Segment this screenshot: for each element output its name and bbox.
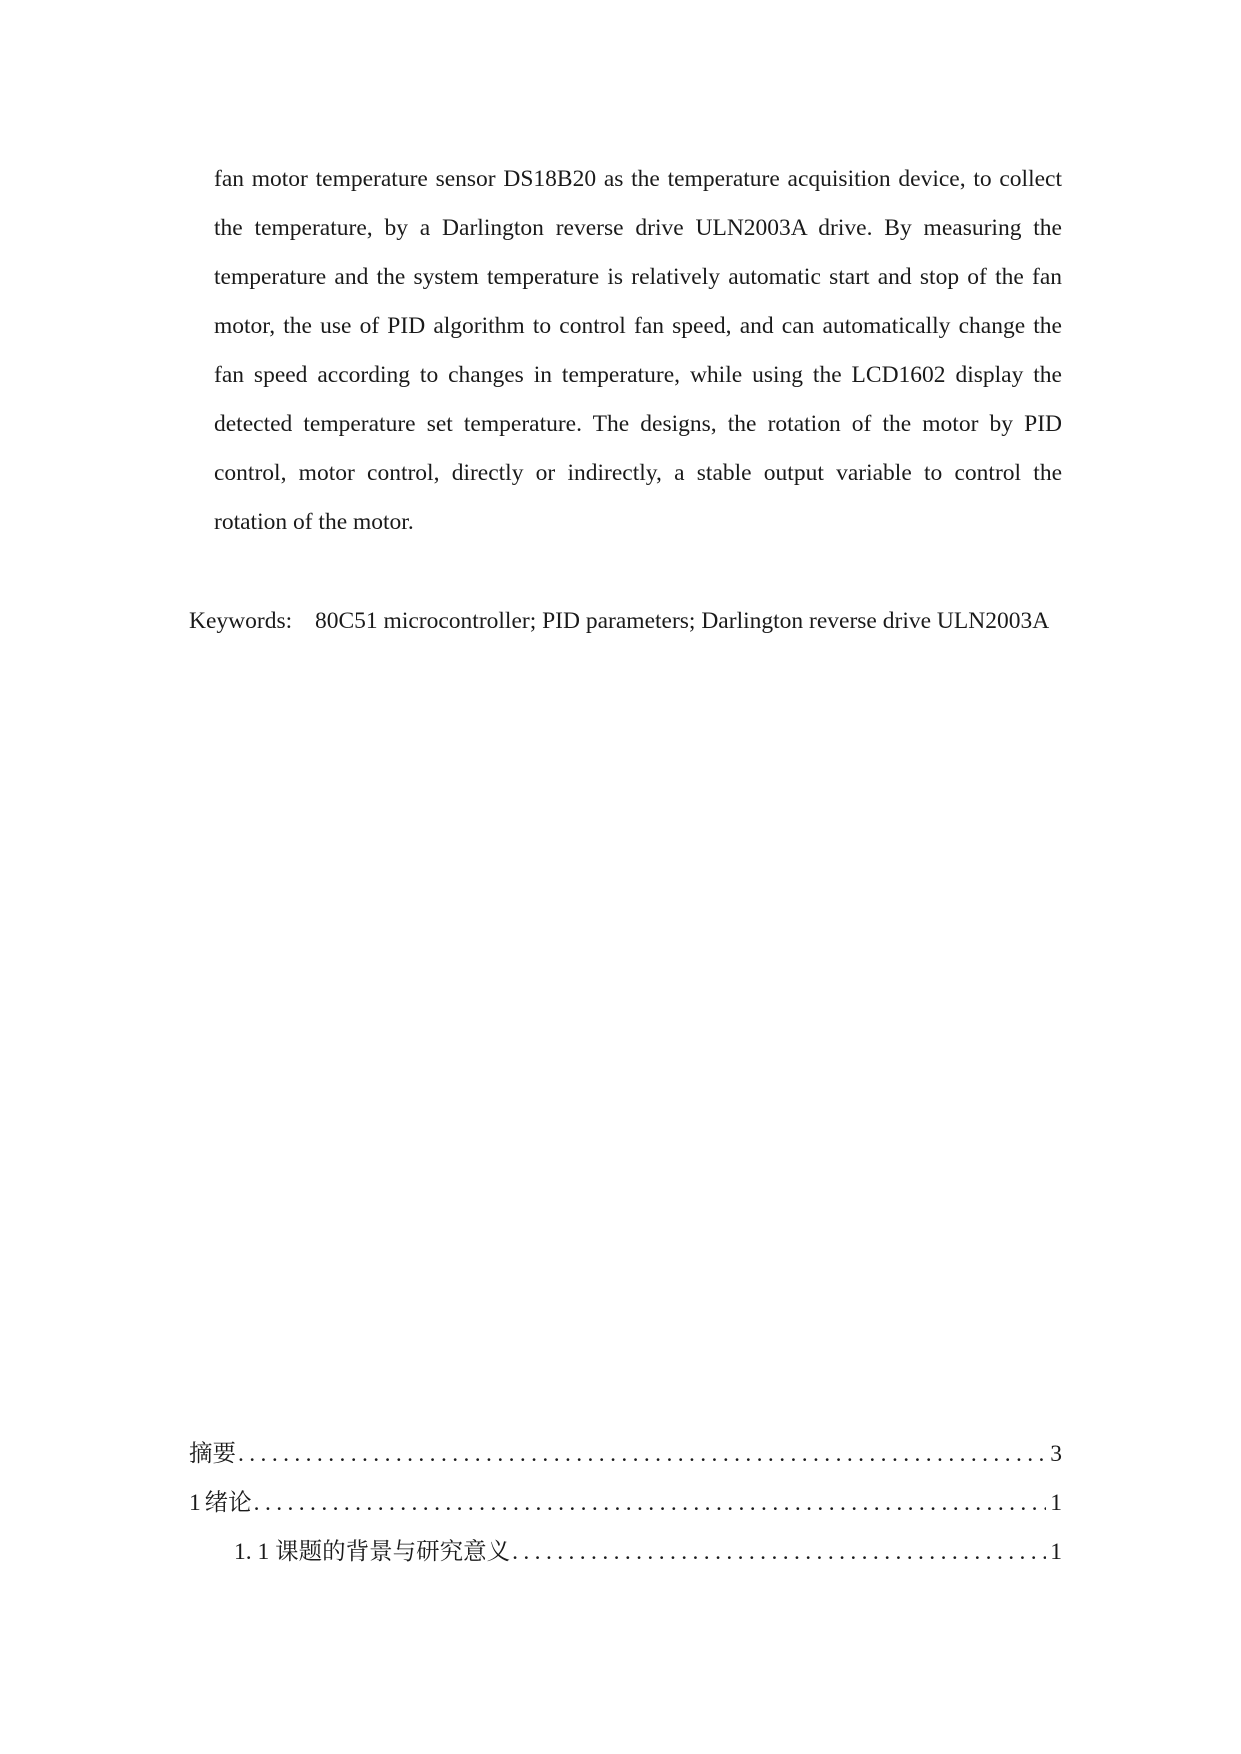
abstract-body-text: fan motor temperature sensor DS18B20 as the temperature acquisition device, to collect the temperature, by a Darlington reverse drive ULN2003A drive. By measuring the temperature and the system temperature is relatively automatic start and stop of the fan motor, the use of PID algorithm to control fan speed, and can automatically change the fan speed according to changes in temperature, while using the LCD1602 display the detected temperature set temperature. The designs, the rotation of the motor by PID control, motor control, directly or indirectly, a stable output variable to control the rotation of the motor. [214,166,1062,535]
toc-page-number: 1 [1050,1539,1062,1565]
toc-leader-dots [254,1479,1047,1528]
table-of-contents [189,1430,1062,1577]
toc-leader-dots [512,1528,1046,1577]
toc-entry-background[interactable] [189,1528,1062,1577]
keywords-text: 80C51 microcontroller; PID parameters; Darlington reverse drive ULN2003A [315,608,1050,634]
toc-entry-introduction[interactable] [189,1479,1062,1528]
toc-chapter-number: 1 [189,1490,201,1516]
keywords-section [189,597,1062,646]
toc-page-number: 3 [1050,1441,1062,1467]
toc-entry-title: 绪论 [204,1490,252,1516]
toc-entry-abstract[interactable] [189,1430,1062,1479]
toc-entry-title: 1. 1 课题的背景与研究意义 [234,1539,511,1565]
toc-leader-dots [238,1430,1046,1479]
keywords-label: Keywords: [189,608,293,634]
toc-entry-title: 摘要 [189,1441,236,1467]
toc-page-number: 1 [1050,1490,1062,1516]
